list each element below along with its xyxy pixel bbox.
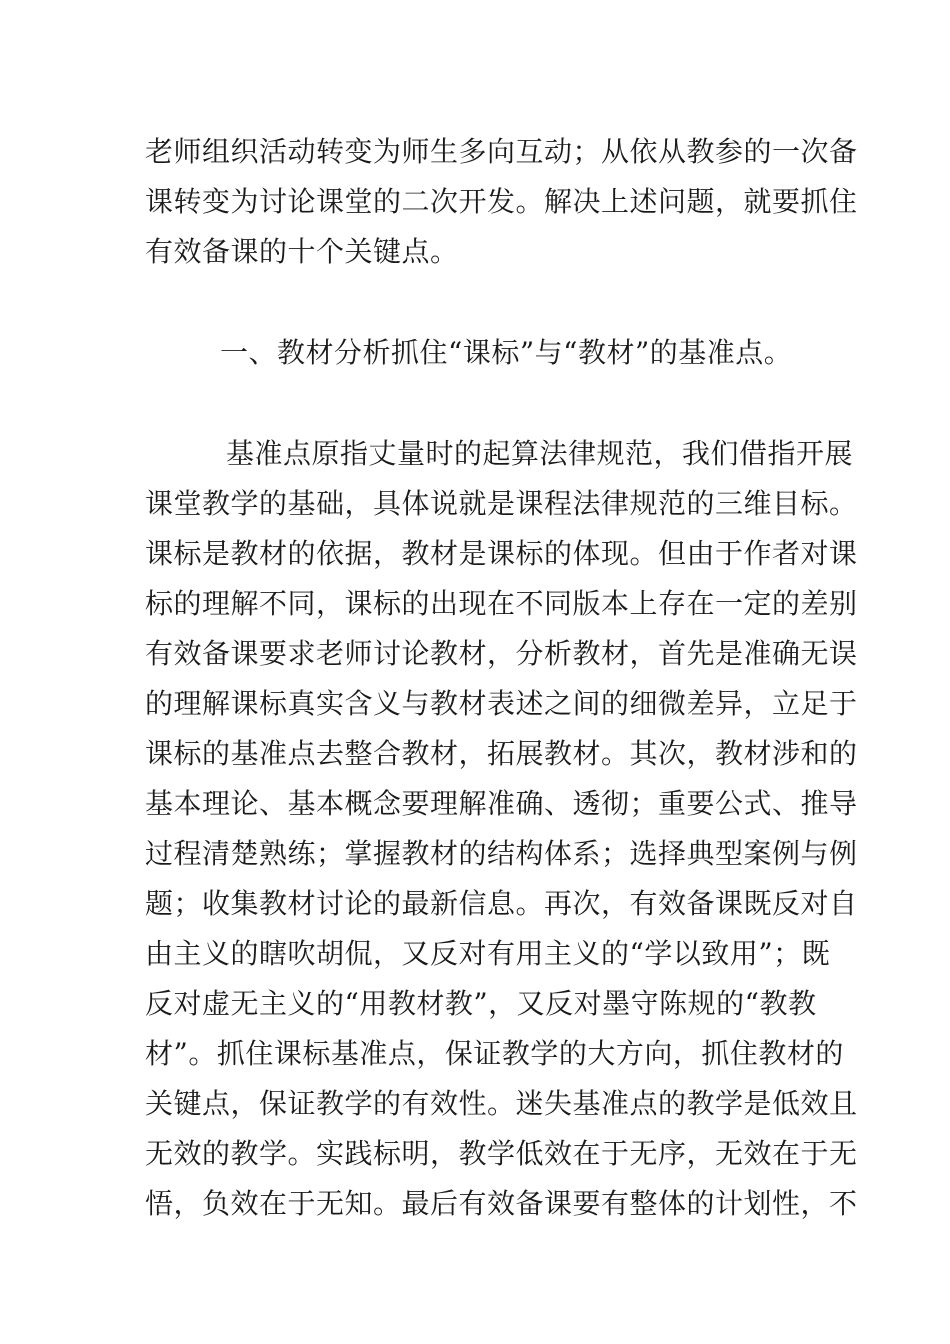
paragraph-line: 基准点原指丈量时的起算法律规范，我们借指开展 <box>226 437 854 470</box>
paragraph-line: 标的理解不同，课标的出现在不同版本上存在一定的差别 <box>145 587 858 620</box>
intro-line: 老师组织活动转变为师生多向互动；从依从教参的一次备 <box>145 135 858 168</box>
paragraph-line: 课标是教材的依据，教材是课标的体现。但由于作者对课 <box>145 537 858 570</box>
paragraph-line: 反对虚无主义的“用教材教”，又反对墨守陈规的“教教 <box>145 987 817 1020</box>
paragraph-line: 悟，负效在于无知。最后有效备课要有整体的计划性，不 <box>145 1187 858 1220</box>
paragraph-line: 基本理论、基本概念要理解准确、透彻；重要公式、推导 <box>145 787 858 820</box>
paragraph-line: 由主义的瞎吹胡侃，又反对有用主义的“学以致用”；既 <box>145 937 831 970</box>
paragraph-line: 课堂教学的基础，具体说就是课程法律规范的三维目标。 <box>145 487 858 520</box>
intro-line: 课转变为讨论课堂的二次开发。解决上述问题，就要抓住 <box>145 185 858 218</box>
paragraph-line: 的理解课标真实含义与教材表述之间的细微差异，立足于 <box>145 687 858 720</box>
paragraph-line: 课标的基准点去整合教材，拓展教材。其次，教材涉和的 <box>145 737 858 770</box>
paragraph-line: 有效备课要求老师讨论教材，分析教材，首先是准确无误 <box>145 637 858 670</box>
paragraph-line: 材”。抓住课标基准点，保证教学的大方向，抓住教材的 <box>145 1037 844 1070</box>
paragraph-line: 题；收集教材讨论的最新信息。再次，有效备课既反对自 <box>145 887 858 920</box>
section-heading: 一、教材分析抓住“课标”与“教材”的基准点。 <box>220 336 793 369</box>
paragraph-line: 无效的教学。实践标明，教学低效在于无序，无效在于无 <box>145 1137 858 1170</box>
paragraph-line: 过程清楚熟练；掌握教材的结构体系；选择典型案例与例 <box>145 837 858 870</box>
paragraph-line: 关键点，保证教学的有效性。迷失基准点的教学是低效且 <box>145 1087 858 1120</box>
intro-line: 有效备课的十个关键点。 <box>145 235 459 268</box>
